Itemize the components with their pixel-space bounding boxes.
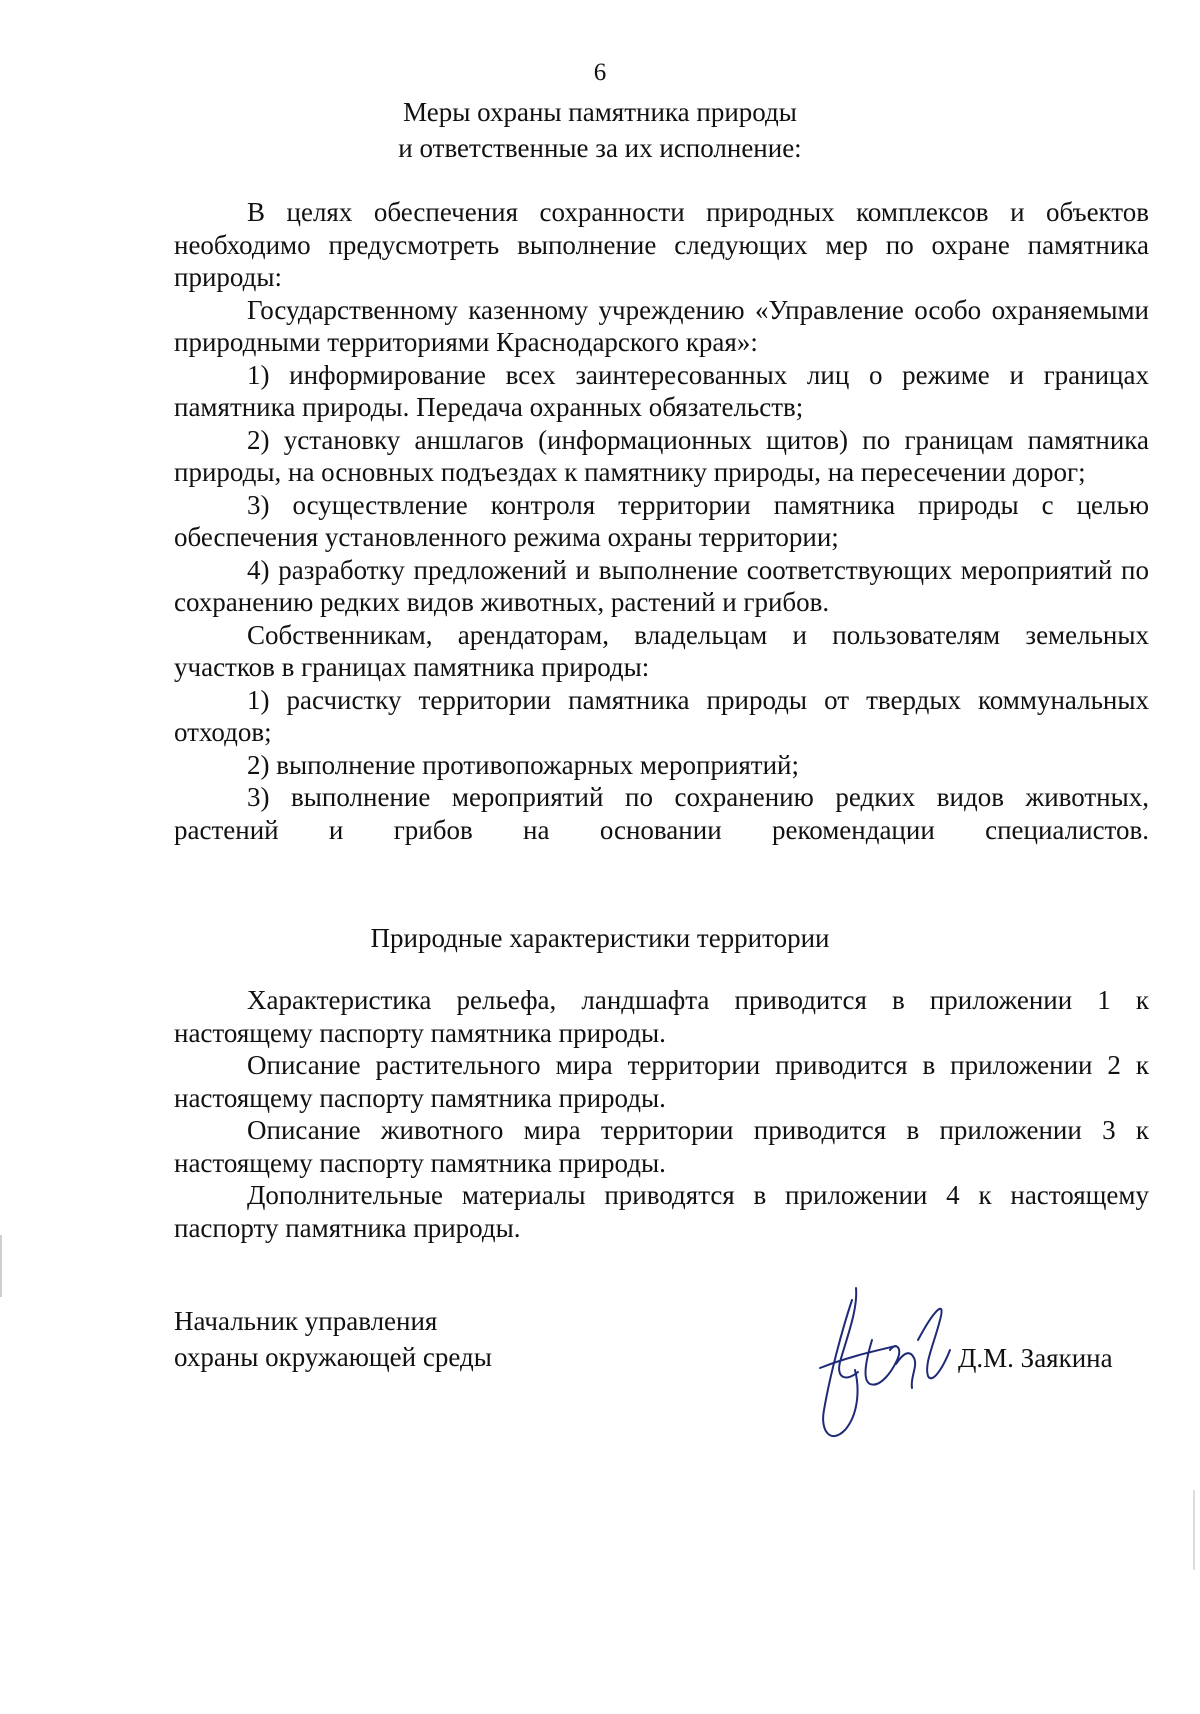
paragraph-institution: Государственному казенному учреждению «Управление особо охраняемыми природными территориями Краснодарского края»: xyxy=(174,294,1149,357)
paragraph-fauna: Описание животного мира территории приводится в приложении 3 к настоящему паспорту памятника природы. xyxy=(174,1115,1149,1178)
measures-heading-line1: Меры охраны памятника природы xyxy=(403,97,797,127)
list-item-signs: 2) установку аншлагов (информационных щитов) по границам памятника природы, на основных подъездах к памятнику природы, на пересечении дорог; xyxy=(174,424,1149,487)
natural-section-text xyxy=(174,984,1149,1244)
list-item-proposals: 4) разработку предложений и выполнение соответствующих мероприятий по сохранению редких видов животных, растений и грибов. xyxy=(174,554,1149,617)
list-item-rare-species: 3) выполнение мероприятий по сохранению редких видов животных, растений и грибов на основании рекомендации специалистов. xyxy=(174,782,1149,845)
signatory-position xyxy=(174,1303,492,1375)
list-item-fire-prevention: 2) выполнение противопожарных мероприятий; xyxy=(247,749,800,780)
scan-edge-mark xyxy=(0,1235,2,1297)
list-item-informing: 1) информирование всех заинтересованных лиц о режиме и границах памятника природы. Передача охранных обязательств; xyxy=(174,359,1149,422)
natural-section-title: Природные характеристики территории xyxy=(370,923,830,953)
handwritten-signature xyxy=(800,1280,980,1450)
paragraph-additional: Дополнительные материалы приводятся в приложении 4 к настоящему паспорту памятника природы. xyxy=(174,1180,1149,1243)
paragraph-flora: Описание растительного мира территории приводится в приложении 2 к настоящему паспорту памятника природы. xyxy=(174,1050,1149,1113)
paragraph-relief: Характеристика рельефа, ландшафта приводится в приложении 1 к настоящему паспорту памятника природы. xyxy=(174,985,1149,1048)
list-item-cleanup: 1) расчистку территории памятника природы от твердых коммунальных отходов; xyxy=(174,684,1149,747)
scan-edge-mark xyxy=(1193,1490,1195,1570)
signatory-position-line1: Начальник управления xyxy=(174,1306,438,1336)
signature-stroke xyxy=(866,1340,900,1385)
paragraph-owners: Собственникам, арендаторам, владельцам и пользователям земельных участков в границах памятника природы: xyxy=(174,619,1149,682)
paragraph-intro: В целях обеспечения сохранности природных комплексов и объектов необходимо предусмотреть выполнение следующих мер по охране памятника природы: xyxy=(174,197,1149,292)
signature-stroke xyxy=(820,1346,896,1368)
signatory-position-line2: охраны окружающей среды xyxy=(174,1342,492,1372)
signature-stroke xyxy=(918,1309,950,1379)
measures-heading xyxy=(0,94,1200,166)
measures-text xyxy=(174,196,1149,846)
measures-heading-line2: и ответственные за их исполнение: xyxy=(398,133,802,163)
list-item-control: 3) осуществление контроля территории памятника природы с целью обеспечения установленного режима охраны территории; xyxy=(174,489,1149,552)
page-number: 6 xyxy=(593,59,607,86)
signatory-name: Д.М. Заякина xyxy=(958,1343,1113,1373)
